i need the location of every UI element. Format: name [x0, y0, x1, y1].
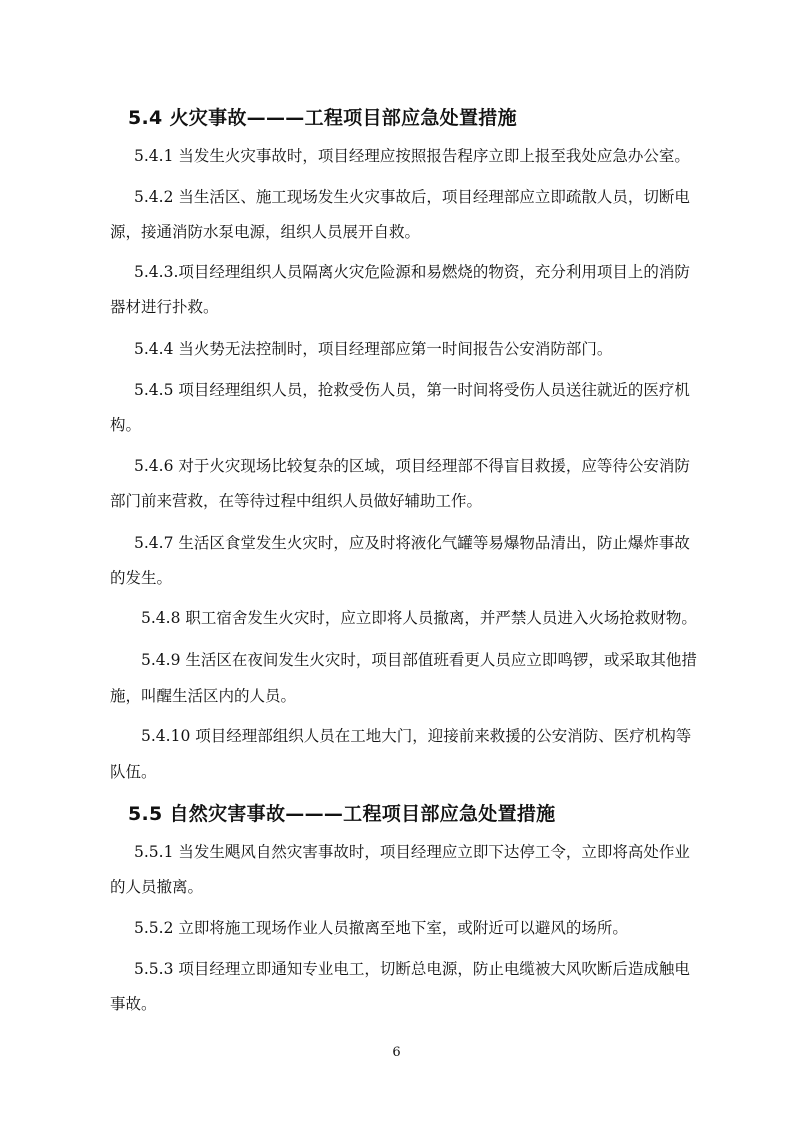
para-5-4-7-line-1: 5.4.7 生活区食堂发生火灾时，应及时将液化气罐等易爆物品清出，防止爆炸事故: [134, 534, 690, 552]
para-5-5-1-line-2: 的人员撤离。: [110, 878, 204, 896]
para-5-4-1-line-1: 5.4.1 当发生火灾事故时，项目经理应按照报告程序立即上报至我处应急办公室。: [134, 147, 690, 165]
page-number: 6: [392, 1045, 401, 1060]
para-5-4-5-line-1: 5.4.5 项目经理组织人员，抢救受伤人员，第一时间将受伤人员送往就近的医疗机: [134, 381, 690, 399]
para-5-4-5-line-2: 构。: [110, 416, 142, 434]
para-5-4-3-line-2: 器材进行扑救。: [110, 298, 219, 316]
para-5-4-8-line-1: 5.4.8 职工宿舍发生火灾时，应立即将人员撤离，并严禁人员进入火场抢救财物。: [141, 609, 697, 627]
para-5-4-3-line-1: 5.4.3.项目经理组织人员隔离火灾危险源和易燃烧的物资，充分利用项目上的消防: [134, 263, 690, 281]
section-5-4-heading: 5.4 火灾事故———工程项目部应急处置措施: [128, 107, 517, 129]
para-5-5-1-line-1: 5.5.1 当发生飓风自然灾害事故时，项目经理应立即下达停工令，立即将高处作业: [134, 843, 690, 861]
para-5-5-3-line-1: 5.5.3 项目经理立即通知专业电工，切断总电源，防止电缆被大风吹断后造成触电: [134, 960, 690, 978]
para-5-4-2-line-2: 源，接通消防水泵电源，组织人员展开自救。: [110, 223, 421, 241]
para-5-4-10-line-1: 5.4.10 项目经理部组织人员在工地大门，迎接前来救援的公安消防、医疗机构等: [141, 727, 692, 745]
section-5-5-heading: 5.5 自然灾害事故———工程项目部应急处置措施: [128, 803, 556, 825]
para-5-5-2-line-1: 5.5.2 立即将施工现场作业人员撤离至地下室，或附近可以避风的场所。: [134, 919, 628, 937]
para-5-4-6-line-2: 部门前来营救，在等待过程中组织人员做好辅助工作。: [110, 492, 483, 510]
para-5-5-3-line-2: 事故。: [110, 995, 157, 1013]
para-5-4-9-line-1: 5.4.9 生活区在夜间发生火灾时，项目部值班看更人员应立即鸣锣，或采取其他措: [141, 651, 697, 669]
para-5-4-9-line-2: 施，叫醒生活区内的人员。: [110, 687, 297, 705]
para-5-4-10-line-2: 队伍。: [110, 763, 157, 781]
para-5-4-6-line-1: 5.4.6 对于火灾现场比较复杂的区域，项目经理部不得盲目救援，应等待公安消防: [134, 457, 690, 475]
para-5-4-2-line-1: 5.4.2 当生活区、施工现场发生火灾事故后，项目经理部应立即疏散人员，切断电: [134, 188, 690, 206]
para-5-4-4-line-1: 5.4.4 当火势无法控制时，项目经理部应第一时间报告公安消防部门。: [134, 340, 613, 358]
para-5-4-7-line-2: 的发生。: [110, 569, 173, 587]
